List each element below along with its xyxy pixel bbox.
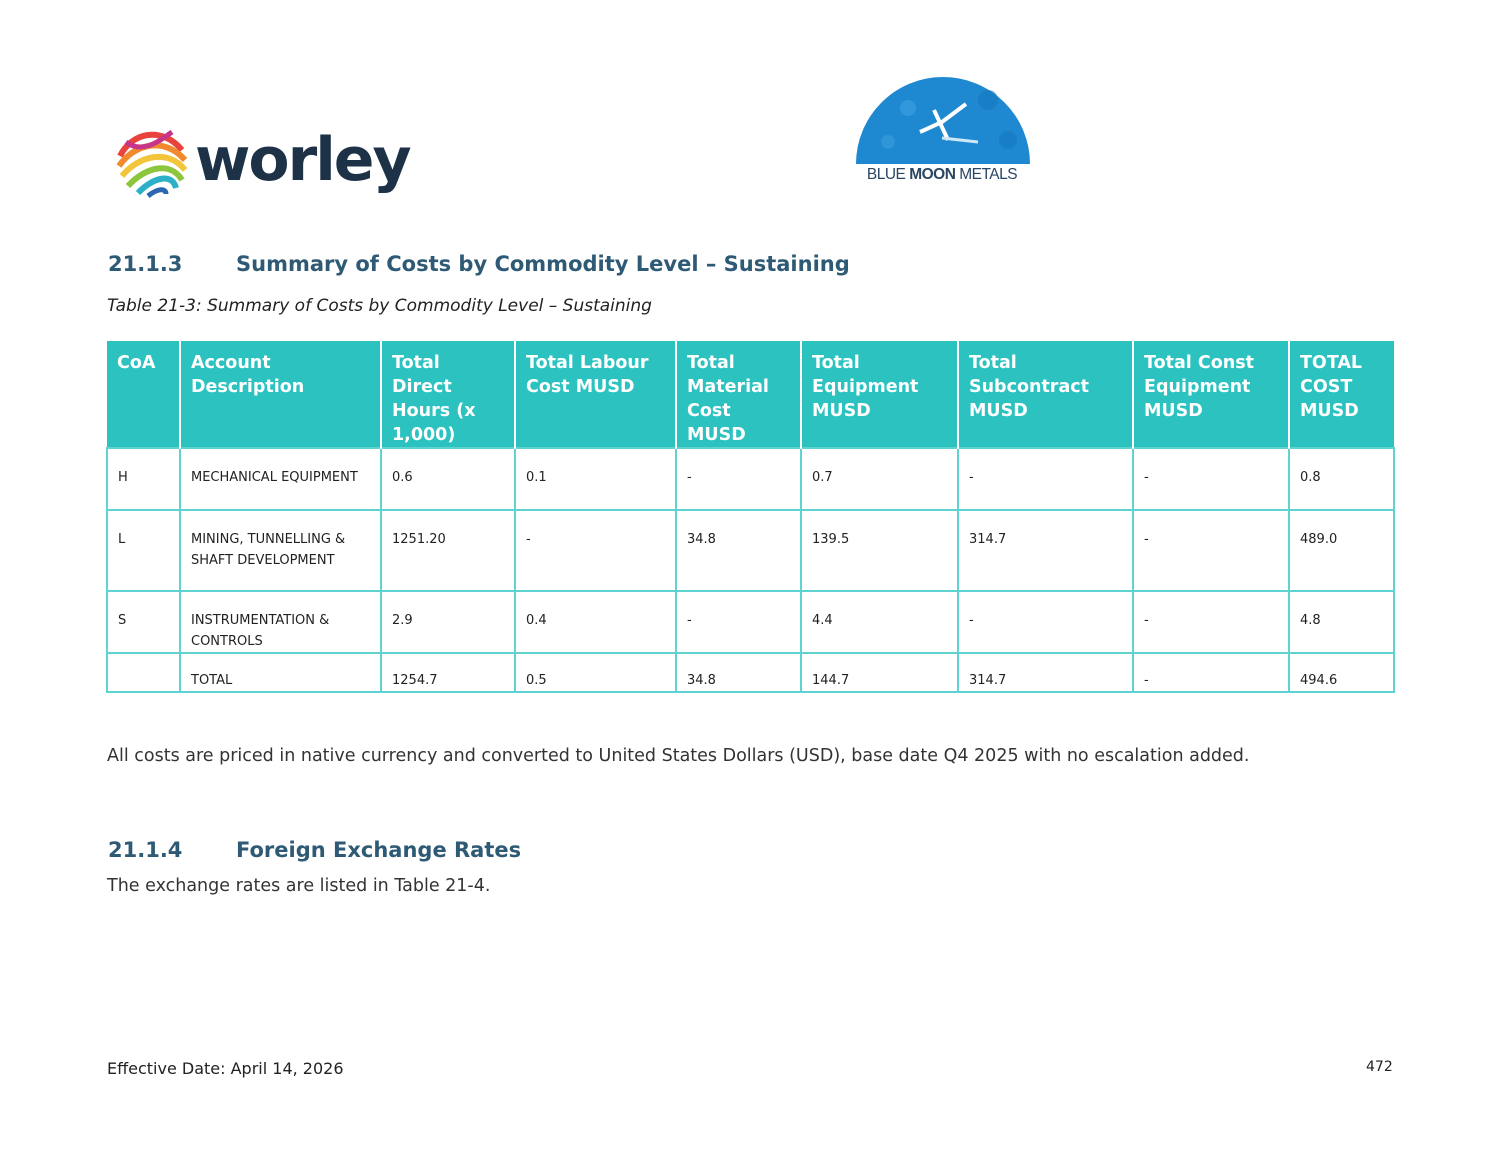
table-cell: -	[515, 510, 676, 591]
section-heading	[108, 838, 521, 862]
table-header-row	[107, 341, 1394, 448]
table-cell: -	[958, 448, 1133, 510]
page-number: 472	[1366, 1059, 1393, 1075]
table-cell: -	[958, 591, 1133, 653]
column-header: Total Material Cost MUSD	[676, 341, 801, 448]
table-cell: 2.9	[381, 591, 515, 653]
table-cell: 494.6	[1289, 653, 1394, 692]
table-cell: 1254.7	[381, 653, 515, 692]
table-cell: 4.4	[801, 591, 958, 653]
cost-summary-table	[106, 341, 1395, 693]
section-number: 21.1.4	[108, 838, 183, 862]
column-header: Total Labour Cost MUSD	[515, 341, 676, 448]
table-row	[107, 510, 1394, 591]
table-cell: 0.6	[381, 448, 515, 510]
blue-moon-metals-wordmark: BLUE MOON METALS	[866, 166, 1018, 183]
table-total-row	[107, 653, 1394, 692]
column-header: Total Subcontract MUSD	[958, 341, 1133, 448]
table-cell: 314.7	[958, 510, 1133, 591]
table-cell: 34.8	[676, 653, 801, 692]
column-header: Total Direct Hours (x 1,000)	[381, 341, 515, 448]
section-title: Foreign Exchange Rates	[236, 838, 522, 862]
table-cell: -	[1133, 591, 1289, 653]
table-row	[107, 591, 1394, 653]
worley-wordmark: worley	[195, 125, 410, 195]
table-cell: 314.7	[958, 653, 1133, 692]
section-title: Summary of Costs by Commodity Level – Sustaining	[236, 252, 850, 276]
table-cell: S	[107, 591, 180, 653]
table-cell: H	[107, 448, 180, 510]
table-cell: 4.8	[1289, 591, 1394, 653]
footer-effective-date: Effective Date: April 14, 2026	[107, 1059, 344, 1078]
table-cell: 0.5	[515, 653, 676, 692]
table-cell: 0.8	[1289, 448, 1394, 510]
table-cell: 144.7	[801, 653, 958, 692]
column-header: TOTAL COST MUSD	[1289, 341, 1394, 448]
table-cell: 139.5	[801, 510, 958, 591]
table-cell: -	[1133, 653, 1289, 692]
table-cell: 489.0	[1289, 510, 1394, 591]
table-cell: TOTAL	[180, 653, 381, 692]
table-cell: MINING, TUNNELLING & SHAFT DEVELOPMENT	[180, 510, 381, 591]
column-header: CoA	[107, 341, 180, 448]
table-cell: 1251.20	[381, 510, 515, 591]
table-cell	[107, 653, 180, 692]
body-paragraph: The exchange rates are listed in Table 21-4.	[107, 876, 491, 896]
table-caption: Table 21-3: Summary of Costs by Commodity Level – Sustaining	[107, 296, 652, 316]
table-cell: L	[107, 510, 180, 591]
column-header: Total Equipment MUSD	[801, 341, 958, 448]
table-cell: INSTRUMENTATION & CONTROLS	[180, 591, 381, 653]
table-cell: 0.7	[801, 448, 958, 510]
section-heading	[108, 252, 850, 276]
table-cell: -	[676, 448, 801, 510]
table-cell: -	[1133, 448, 1289, 510]
table-cell: 0.1	[515, 448, 676, 510]
table-cell: 34.8	[676, 510, 801, 591]
table-cell: 0.4	[515, 591, 676, 653]
column-header: Total Const Equipment MUSD	[1133, 341, 1289, 448]
body-paragraph: All costs are priced in native currency and converted to United States Dollars (USD), base date Q4 2025 with no escalation added.	[107, 746, 1250, 766]
table-row	[107, 448, 1394, 510]
table-cell: -	[1133, 510, 1289, 591]
table-cell: MECHANICAL EQUIPMENT	[180, 448, 381, 510]
table-cell: -	[676, 591, 801, 653]
column-header: Account Description	[180, 341, 381, 448]
section-number: 21.1.3	[108, 252, 183, 276]
